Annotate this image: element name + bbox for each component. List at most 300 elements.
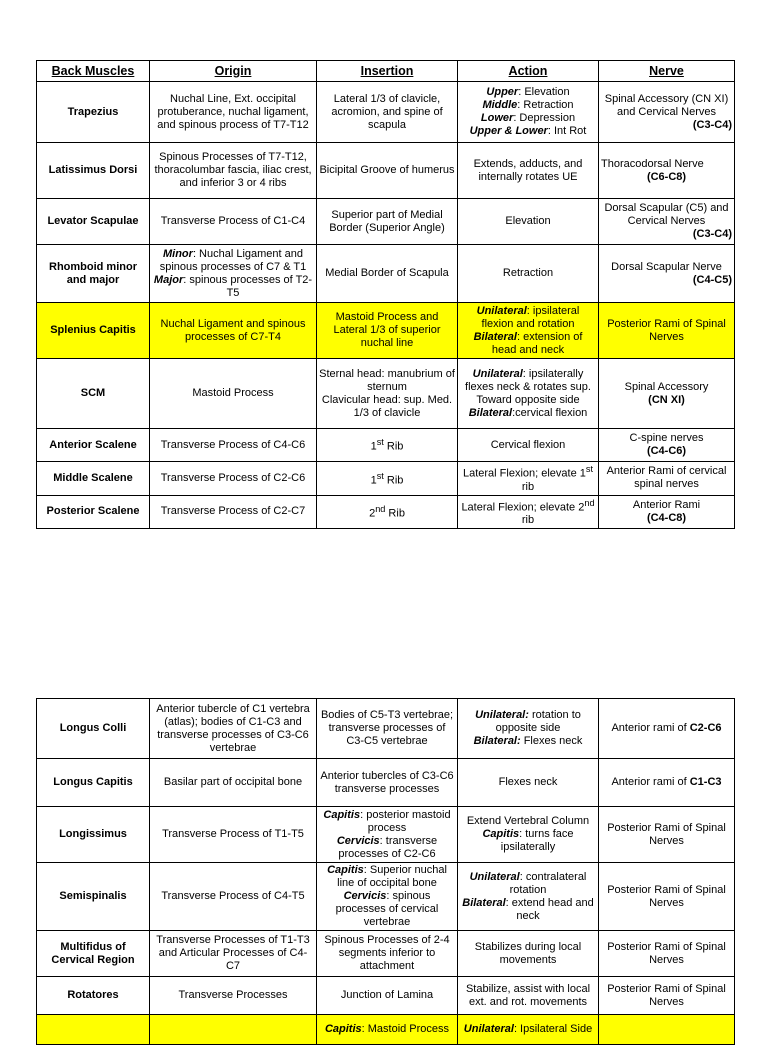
segment-label: Middle bbox=[482, 99, 518, 111]
origin-cell bbox=[150, 1015, 317, 1045]
segment-text: Basilar part of occipital bone bbox=[163, 776, 303, 788]
insertion-cell bbox=[317, 807, 458, 863]
nerve-cell bbox=[599, 863, 735, 931]
header-origin: Origin bbox=[150, 61, 317, 82]
segment-label: Unilateral bbox=[463, 1023, 514, 1035]
cell-segment bbox=[601, 119, 732, 132]
segment-text: Bicipital Groove of humerus bbox=[319, 164, 455, 176]
segment-text: Posterior Rami of Spinal Nerves bbox=[607, 883, 726, 909]
action-cell bbox=[458, 977, 599, 1015]
cell-segment bbox=[152, 934, 314, 973]
insertion-cell bbox=[317, 359, 458, 429]
segment-label: Unilateral bbox=[476, 304, 527, 317]
segment-text: Transverse Process of C4-T5 bbox=[161, 890, 305, 902]
segment-text: Lateral 1/3 of clavicle, acromion, and spine of scapula bbox=[331, 92, 443, 131]
cell-segment bbox=[601, 941, 732, 967]
cell-segment bbox=[601, 512, 732, 525]
muscle-name-cell: Trapezius bbox=[37, 82, 150, 143]
segment-text: : ipsilaterally flexes neck & rotates sup. Toward opposite side bbox=[465, 367, 591, 406]
muscle-name-cell: Rotatores bbox=[37, 977, 150, 1015]
insertion-cell bbox=[317, 462, 458, 496]
segment-bold: C2-C6 bbox=[689, 722, 722, 734]
action-cell bbox=[458, 462, 599, 496]
segment-text: Medial Border of Scapula bbox=[325, 267, 449, 279]
segment-text: Extends, adducts, and internally rotates UE bbox=[473, 157, 583, 183]
segment-text: Thoracodorsal Nerve bbox=[601, 157, 704, 170]
insertion-cell bbox=[317, 863, 458, 931]
action-cell bbox=[458, 759, 599, 807]
action-cell bbox=[458, 245, 599, 303]
nerve-cell bbox=[599, 807, 735, 863]
segment-bold: (C3-C4) bbox=[692, 228, 732, 240]
insertion-cell bbox=[317, 699, 458, 759]
cell-segment bbox=[601, 274, 732, 287]
cell-segment bbox=[460, 497, 596, 528]
segment-label: Cervicis bbox=[336, 834, 380, 847]
segment-text: : extend head and neck bbox=[505, 896, 594, 922]
cell-segment bbox=[152, 151, 314, 190]
cell-segment bbox=[319, 209, 455, 235]
insertion-cell bbox=[317, 199, 458, 245]
cell-segment bbox=[152, 318, 314, 344]
back-muscles-body bbox=[37, 82, 735, 529]
cell-segment bbox=[460, 125, 596, 138]
segment-text: Transverse Process of C2-C6 bbox=[160, 471, 306, 484]
muscle-name-cell: Posterior Scalene bbox=[37, 495, 150, 529]
cell-segment bbox=[319, 1023, 455, 1036]
segment-text: :cervical flexion bbox=[512, 406, 588, 419]
segment-label: Upper & Lower bbox=[469, 125, 548, 137]
cell-segment bbox=[601, 884, 732, 910]
cervical-muscles-table bbox=[36, 698, 735, 1045]
action-cell bbox=[458, 863, 599, 931]
segment-text: Nuchal Ligament and spinous processes of C7-T4 bbox=[160, 317, 306, 343]
cell-segment bbox=[601, 261, 732, 274]
table-row bbox=[37, 759, 735, 807]
header-row bbox=[37, 61, 735, 82]
table-row bbox=[37, 495, 735, 529]
cell-segment bbox=[319, 864, 455, 890]
insertion-cell bbox=[317, 977, 458, 1015]
insertion-cell bbox=[317, 931, 458, 977]
nerve-cell bbox=[599, 199, 735, 245]
segment-text: Junction of Lamina bbox=[340, 989, 434, 1001]
table-row bbox=[37, 807, 735, 863]
action-cell bbox=[458, 807, 599, 863]
muscle-name-cell: Rhomboid minor and major bbox=[37, 245, 150, 303]
cell-segment bbox=[460, 267, 596, 280]
cell-segment bbox=[601, 171, 732, 184]
segment-text: : Depression bbox=[513, 112, 576, 124]
nerve-cell bbox=[599, 495, 735, 529]
cell-segment bbox=[460, 99, 596, 112]
cell-segment bbox=[460, 112, 596, 125]
segment-text: Retraction bbox=[502, 267, 554, 279]
insertion-cell bbox=[317, 1015, 458, 1045]
origin-cell bbox=[150, 863, 317, 931]
segment-text: : Elevation bbox=[518, 86, 570, 98]
segment-text: Anterior tubercle of C1 vertebra (atlas); bodies of C1-C3 and transverse processes of C3-C6 vertebrae bbox=[156, 702, 310, 754]
segment-label: Upper bbox=[486, 86, 519, 98]
segment-text: Transverse Process of T1-T5 bbox=[162, 828, 304, 840]
table-row bbox=[37, 143, 735, 199]
cell-segment bbox=[601, 158, 732, 171]
segment-text-after: Rib bbox=[383, 474, 404, 487]
insertion-cell bbox=[317, 429, 458, 462]
table-row bbox=[37, 863, 735, 931]
cell-segment bbox=[319, 164, 455, 177]
cell-segment bbox=[319, 989, 455, 1002]
segment-text: Posterior Rami of Spinal Nerves bbox=[607, 317, 726, 343]
table-row bbox=[37, 462, 735, 496]
cell-segment bbox=[601, 983, 732, 1009]
cell-segment bbox=[319, 470, 455, 488]
cell-segment bbox=[460, 463, 596, 494]
action-cell bbox=[458, 699, 599, 759]
nerve-cell bbox=[599, 143, 735, 199]
segment-text: Posterior Rami of Spinal Nerves bbox=[607, 982, 726, 1008]
segment-text-after: Rib bbox=[385, 507, 405, 520]
cell-segment bbox=[460, 828, 596, 854]
nerve-cell bbox=[599, 245, 735, 303]
segment-text-after: rib bbox=[521, 480, 535, 493]
header-nerve: Nerve bbox=[599, 61, 735, 82]
insertion-cell bbox=[317, 495, 458, 529]
cell-segment bbox=[319, 368, 455, 394]
cell-segment bbox=[460, 897, 596, 923]
cell-segment bbox=[460, 941, 596, 967]
segment-superscript: st bbox=[376, 437, 384, 448]
segment-label: Unilateral bbox=[472, 367, 523, 380]
segment-text: Stabilize, assist with local ext. and rot. movements bbox=[465, 982, 591, 1008]
segment-text: Flexes neck bbox=[520, 735, 583, 747]
segment-text: : extension of head and neck bbox=[491, 330, 583, 356]
nerve-cell bbox=[599, 303, 735, 359]
table-row bbox=[37, 429, 735, 462]
cell-segment bbox=[319, 394, 455, 420]
segment-text: 1 bbox=[370, 474, 377, 487]
origin-cell bbox=[150, 931, 317, 977]
segment-text: Dorsal Scapular (C5) and Cervical Nerves bbox=[604, 202, 729, 227]
cell-segment bbox=[601, 202, 732, 228]
header-insertion: Insertion bbox=[317, 61, 458, 82]
cell-segment bbox=[319, 770, 455, 796]
table-row bbox=[37, 199, 735, 245]
segment-label: Capitis bbox=[323, 808, 361, 821]
table-row bbox=[37, 1015, 735, 1045]
origin-cell bbox=[150, 699, 317, 759]
action-cell bbox=[458, 1015, 599, 1045]
cell-segment bbox=[152, 215, 314, 228]
segment-text: Extend Vertebral Column bbox=[466, 815, 590, 827]
segment-text: Anterior Rami bbox=[632, 498, 701, 511]
muscle-name-cell: Longus Colli bbox=[37, 699, 150, 759]
insertion-cell bbox=[317, 245, 458, 303]
table-row bbox=[37, 359, 735, 429]
cell-segment bbox=[601, 445, 732, 458]
segment-label: Bilateral: bbox=[473, 735, 521, 747]
cell-segment bbox=[319, 809, 455, 835]
segment-text-after: Rib bbox=[383, 440, 404, 453]
cell-segment bbox=[601, 318, 732, 344]
action-cell bbox=[458, 495, 599, 529]
segment-text: : turns face ipsilaterally bbox=[500, 828, 574, 853]
cell-segment bbox=[460, 439, 596, 452]
cell-segment bbox=[601, 432, 732, 445]
segment-text: Anterior tubercles of C3-C6 transverse processes bbox=[320, 769, 454, 795]
cell-segment bbox=[460, 86, 596, 99]
cell-segment bbox=[460, 871, 596, 897]
segment-text: Bodies of C5-T3 vertebrae; transverse processes of C3-C5 vertebrae bbox=[320, 709, 454, 747]
segment-label: Minor bbox=[162, 247, 193, 260]
table-row bbox=[37, 82, 735, 143]
muscle-name-cell: Longissimus bbox=[37, 807, 150, 863]
cervical-muscles-body bbox=[37, 699, 735, 1045]
segment-text: Transverse Processes of T1-T3 and Articular Processes of C4-C7 bbox=[156, 934, 310, 972]
segment-text: Clavicular head: sup. Med. 1/3 of clavicle bbox=[321, 393, 453, 419]
cell-segment bbox=[319, 934, 455, 973]
segment-bold: (C6-C8) bbox=[646, 170, 687, 183]
muscle-name-cell: Semispinalis bbox=[37, 863, 150, 931]
cell-segment bbox=[319, 267, 455, 280]
segment-text: Anterior rami of bbox=[611, 722, 690, 734]
header-action: Action bbox=[458, 61, 599, 82]
cell-segment bbox=[601, 722, 732, 735]
segment-text: Transverse Process of C2-C7 bbox=[160, 505, 306, 518]
muscle-name-cell: Anterior Scalene bbox=[37, 429, 150, 462]
cell-segment bbox=[152, 828, 314, 841]
segment-text: Superior part of Medial Border (Superior Angle) bbox=[329, 208, 445, 234]
action-cell bbox=[458, 143, 599, 199]
segment-text: 2 bbox=[369, 507, 376, 520]
cell-segment bbox=[460, 735, 596, 748]
cell-segment bbox=[152, 505, 314, 518]
nerve-cell bbox=[599, 429, 735, 462]
segment-text: : Ipsilateral Side bbox=[513, 1023, 593, 1035]
segment-text: : transverse processes of C2-C6 bbox=[338, 834, 438, 860]
segment-label: Unilateral: bbox=[475, 709, 529, 721]
segment-text: : spinous processes of T2-T5 bbox=[183, 273, 313, 299]
segment-label: Unilateral bbox=[469, 870, 520, 883]
segment-text: : Retraction bbox=[517, 99, 574, 111]
segment-text: Cervical flexion bbox=[490, 438, 566, 451]
nerve-cell bbox=[599, 82, 735, 143]
segment-label: Capitis bbox=[324, 1023, 362, 1035]
back-muscles-table bbox=[36, 60, 735, 529]
segment-text: Transverse Processes bbox=[178, 989, 288, 1001]
table-row bbox=[37, 245, 735, 303]
segment-superscript: st bbox=[585, 464, 594, 474]
cell-segment bbox=[460, 407, 596, 420]
segment-text: Nuchal Line, Ext. occipital protuberance, nuchal ligament, and spinous process of T7-T12 bbox=[157, 92, 309, 131]
segment-text: C-spine nerves bbox=[629, 432, 704, 444]
origin-cell bbox=[150, 495, 317, 529]
segment-bold: (CN XI) bbox=[648, 393, 685, 406]
segment-text: : contralateral rotation bbox=[509, 870, 587, 896]
segment-text: Lateral Flexion; elevate 1 bbox=[462, 467, 586, 480]
segment-text: rotation to opposite side bbox=[495, 709, 581, 734]
action-cell bbox=[458, 359, 599, 429]
segment-text: : ipsilateral flexion and rotation bbox=[481, 304, 580, 330]
segment-label: Bilateral bbox=[468, 406, 513, 419]
cell-segment bbox=[460, 368, 596, 407]
origin-cell bbox=[150, 245, 317, 303]
cell-segment bbox=[601, 822, 732, 848]
cell-segment bbox=[152, 248, 314, 274]
table-row bbox=[37, 699, 735, 759]
cell-segment bbox=[460, 331, 596, 357]
action-cell bbox=[458, 199, 599, 245]
cell-segment bbox=[319, 503, 455, 521]
segment-text: Sternal head: manubrium of sternum bbox=[319, 367, 455, 393]
segment-text: Posterior Rami of Spinal Nerves bbox=[607, 940, 726, 966]
segment-superscript: nd bbox=[375, 504, 386, 515]
segment-text: Anterior rami of bbox=[611, 776, 690, 788]
segment-text: Anterior Rami of cervical spinal nerves bbox=[606, 465, 727, 491]
cell-segment bbox=[152, 703, 314, 755]
segment-text: Spinal Accessory bbox=[624, 380, 709, 393]
segment-bold: (C4-C6) bbox=[646, 445, 687, 457]
cell-segment bbox=[152, 439, 314, 452]
segment-label: Capitis bbox=[482, 828, 520, 840]
cell-segment bbox=[460, 983, 596, 1009]
action-cell bbox=[458, 303, 599, 359]
segment-superscript: nd bbox=[584, 497, 595, 508]
segment-text: Flexes neck bbox=[498, 776, 558, 788]
nerve-cell bbox=[599, 759, 735, 807]
origin-cell bbox=[150, 82, 317, 143]
segment-label: Capitis bbox=[327, 864, 364, 876]
cell-segment bbox=[460, 158, 596, 184]
action-cell bbox=[458, 82, 599, 143]
muscle-name-cell bbox=[37, 1015, 150, 1045]
insertion-cell bbox=[317, 303, 458, 359]
muscle-name-cell: Levator Scapulae bbox=[37, 199, 150, 245]
cell-segment bbox=[460, 305, 596, 331]
segment-text: : Mastoid Process bbox=[361, 1023, 450, 1035]
segment-text: Transverse Process of C4-C6 bbox=[160, 438, 306, 451]
origin-cell bbox=[150, 759, 317, 807]
insertion-cell bbox=[317, 759, 458, 807]
segment-text: Spinal Accessory (CN XI) and Cervical Nerves bbox=[604, 92, 729, 118]
muscle-name-cell: Latissimus Dorsi bbox=[37, 143, 150, 199]
nerve-cell bbox=[599, 699, 735, 759]
segment-superscript: st bbox=[376, 470, 384, 481]
segment-text: : Superior nuchal line of occipital bone bbox=[337, 864, 447, 889]
origin-cell bbox=[150, 429, 317, 462]
cell-segment bbox=[601, 776, 732, 789]
nerve-cell bbox=[599, 1015, 735, 1045]
segment-text: Mastoid Process bbox=[192, 387, 274, 399]
segment-text: 1 bbox=[370, 440, 377, 453]
segment-text: Posterior Rami of Spinal Nerves bbox=[607, 821, 726, 847]
cell-segment bbox=[460, 1023, 596, 1036]
table-row bbox=[37, 931, 735, 977]
action-cell bbox=[458, 931, 599, 977]
table-row bbox=[37, 977, 735, 1015]
cell-segment bbox=[460, 815, 596, 828]
cell-segment bbox=[460, 709, 596, 735]
segment-label: Bilateral bbox=[473, 330, 517, 343]
segment-text: : spinous processes of cervical vertebrae bbox=[335, 890, 439, 928]
cell-segment bbox=[460, 215, 596, 228]
segment-label: Lower bbox=[480, 112, 514, 124]
cell-segment bbox=[319, 436, 455, 454]
segment-text: Mastoid Process and Lateral 1/3 of superior nuchal line bbox=[333, 311, 441, 349]
segment-text: Transverse Process of C1-C4 bbox=[160, 215, 306, 227]
segment-text: Spinous Processes of T7-T12, thoracolumbar fascia, iliac crest, and inferior 3 or 4 ribs bbox=[154, 151, 312, 189]
segment-label: Major bbox=[153, 273, 184, 286]
muscle-name-cell: SCM bbox=[37, 359, 150, 429]
origin-cell bbox=[150, 807, 317, 863]
cell-segment bbox=[152, 387, 314, 400]
origin-cell bbox=[150, 143, 317, 199]
cell-segment bbox=[601, 228, 732, 241]
segment-text: : posterior mastoid process bbox=[360, 808, 451, 834]
cell-segment bbox=[152, 472, 314, 485]
origin-cell bbox=[150, 977, 317, 1015]
muscle-name-cell: Middle Scalene bbox=[37, 462, 150, 496]
segment-bold: C1-C3 bbox=[689, 776, 722, 788]
segment-label: Bilateral bbox=[462, 896, 506, 909]
cell-segment bbox=[152, 776, 314, 789]
header-back-muscles: Back Muscles bbox=[37, 61, 150, 82]
origin-cell bbox=[150, 359, 317, 429]
segment-text-after: rib bbox=[521, 514, 535, 527]
segment-label: Cervicis bbox=[343, 890, 387, 902]
segment-text: : Nuchal Ligament and spinous processes of C7 & T1 bbox=[159, 247, 307, 273]
segment-text: : Int Rot bbox=[547, 125, 587, 137]
cell-segment bbox=[319, 709, 455, 748]
segment-text: Elevation bbox=[505, 215, 551, 227]
muscle-name-cell: Splenius Capitis bbox=[37, 303, 150, 359]
cell-segment bbox=[319, 835, 455, 861]
cell-segment bbox=[601, 381, 732, 394]
cell-segment bbox=[460, 776, 596, 789]
segment-bold: (C4-C8) bbox=[646, 511, 687, 524]
nerve-cell bbox=[599, 359, 735, 429]
segment-bold: (C4-C5) bbox=[692, 273, 732, 286]
nerve-cell bbox=[599, 931, 735, 977]
table-row bbox=[37, 303, 735, 359]
cell-segment bbox=[152, 274, 314, 300]
nerve-cell bbox=[599, 462, 735, 496]
cell-segment bbox=[319, 890, 455, 929]
cell-segment bbox=[601, 499, 732, 512]
cell-segment bbox=[601, 465, 732, 491]
origin-cell bbox=[150, 462, 317, 496]
insertion-cell bbox=[317, 82, 458, 143]
cell-segment bbox=[152, 93, 314, 132]
segment-text: Lateral Flexion; elevate 2 bbox=[461, 501, 585, 514]
segment-bold: (C3-C4) bbox=[692, 118, 732, 131]
cell-segment bbox=[152, 989, 314, 1002]
origin-cell bbox=[150, 303, 317, 359]
cell-segment bbox=[152, 890, 314, 903]
segment-text: Dorsal Scapular Nerve bbox=[611, 260, 722, 273]
cell-segment bbox=[319, 93, 455, 132]
insertion-cell bbox=[317, 143, 458, 199]
muscle-name-cell: Longus Capitis bbox=[37, 759, 150, 807]
segment-text: Stabilizes during local movements bbox=[474, 940, 582, 966]
action-cell bbox=[458, 429, 599, 462]
cell-segment bbox=[601, 394, 732, 407]
segment-text: Spinous Processes of 2-4 segments inferior to attachment bbox=[324, 934, 450, 972]
origin-cell bbox=[150, 199, 317, 245]
cell-segment bbox=[601, 93, 732, 119]
nerve-cell bbox=[599, 977, 735, 1015]
muscle-name-cell: Multifidus of Cervical Region bbox=[37, 931, 150, 977]
